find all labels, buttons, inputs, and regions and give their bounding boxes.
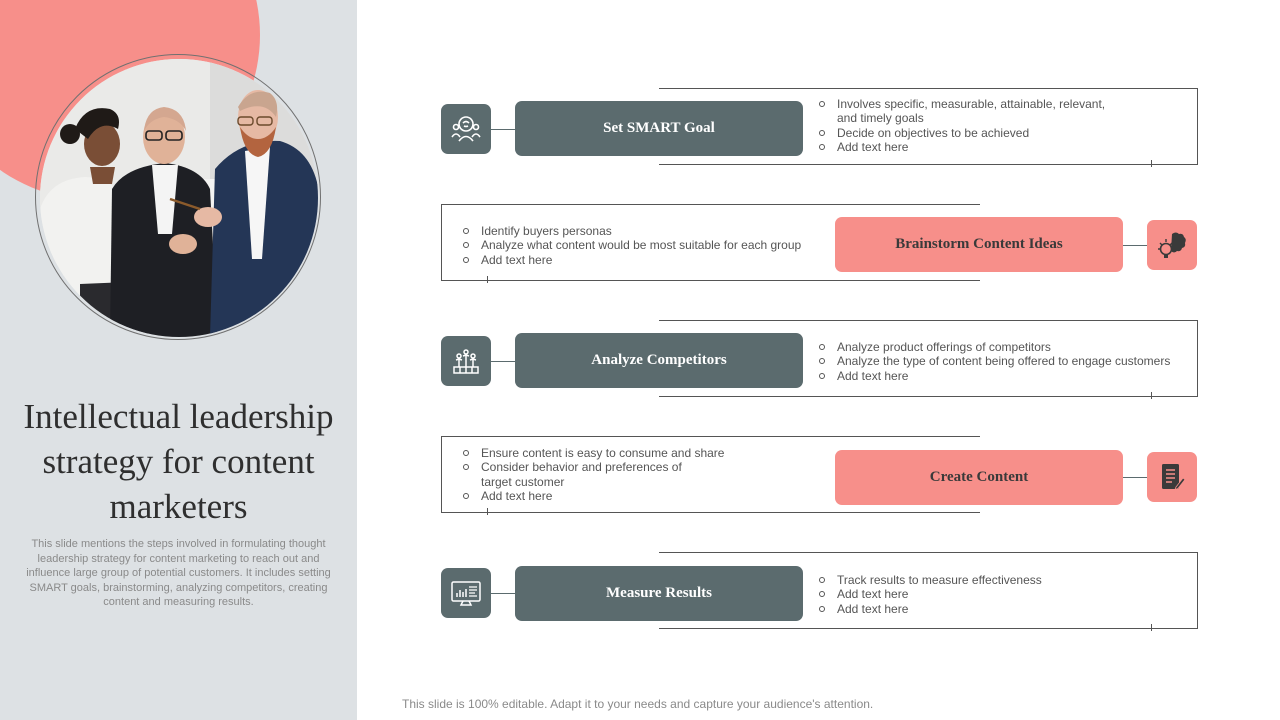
bullet-item: Analyze product offerings of competitors (817, 340, 1187, 354)
bullets-measure-results (817, 573, 1117, 616)
frame-tick (1151, 624, 1152, 631)
team-brain-icon (441, 104, 491, 154)
bullet-item: Add text here (817, 369, 1187, 383)
bullet-item: Add text here (817, 587, 1117, 601)
monitor-chart-icon (441, 568, 491, 618)
document-pen-icon (1147, 452, 1197, 502)
bullet-item: Add text here (817, 602, 1117, 616)
connector (491, 129, 515, 130)
step-measure-results: Measure Results (515, 566, 803, 621)
connector (1123, 245, 1147, 246)
bullet-item: Consider behavior and preferences of target customer (461, 460, 746, 489)
frame-tick (1151, 160, 1152, 167)
step-brainstorm-content-ideas: Brainstorm Content Ideas (835, 217, 1123, 272)
slide-title: Intellectual leadership strategy for content marketers (23, 397, 334, 526)
bullet-item: Analyze the type of content being offered to engage customers (817, 354, 1187, 368)
connector (1123, 477, 1147, 478)
step-analyze-competitors: Analyze Competitors (515, 333, 803, 388)
bullets-analyze-competitors (817, 340, 1187, 383)
bullet-item: Involves specific, measurable, attainable, relevant, and timely goals (817, 97, 1117, 126)
step-create-content: Create Content (835, 450, 1123, 505)
bullet-item: Add text here (461, 489, 746, 503)
bullet-item: Analyze what content would be most suitable for each group (461, 238, 831, 252)
slide-description: This slide mentions the steps involved in formulating thought leadership strategy for content marketing to reach out and influence large group of potential customers. It includes setting SMART goals, brainstorming, analyzing competitors, creating content and measuring results. (26, 538, 331, 608)
bullets-brainstorm-content-ideas (461, 224, 831, 267)
brain-bulb-icon (1147, 220, 1197, 270)
left-panel (0, 0, 357, 720)
step-set-smart-goal: Set SMART Goal (515, 101, 803, 156)
connector (491, 593, 515, 594)
bullet-item: Add text here (461, 253, 831, 267)
bullet-item: Decide on objectives to be achieved (817, 126, 1117, 140)
frame-tick (487, 508, 488, 515)
bullet-item: Identify buyers personas (461, 224, 831, 238)
competitors-podium-icon (441, 336, 491, 386)
bullets-create-content (461, 446, 746, 504)
bullet-item: Track results to measure effectiveness (817, 573, 1117, 587)
bullets-set-smart-goal (817, 97, 1117, 155)
footer-note: This slide is 100% editable. Adapt it to your needs and capture your audience's attention. (402, 697, 874, 711)
team-photo (40, 59, 318, 337)
frame-tick (1151, 392, 1152, 399)
bullet-item: Ensure content is easy to consume and share (461, 446, 746, 460)
bullet-item: Add text here (817, 140, 1117, 154)
frame-tick (487, 276, 488, 283)
connector (491, 361, 515, 362)
